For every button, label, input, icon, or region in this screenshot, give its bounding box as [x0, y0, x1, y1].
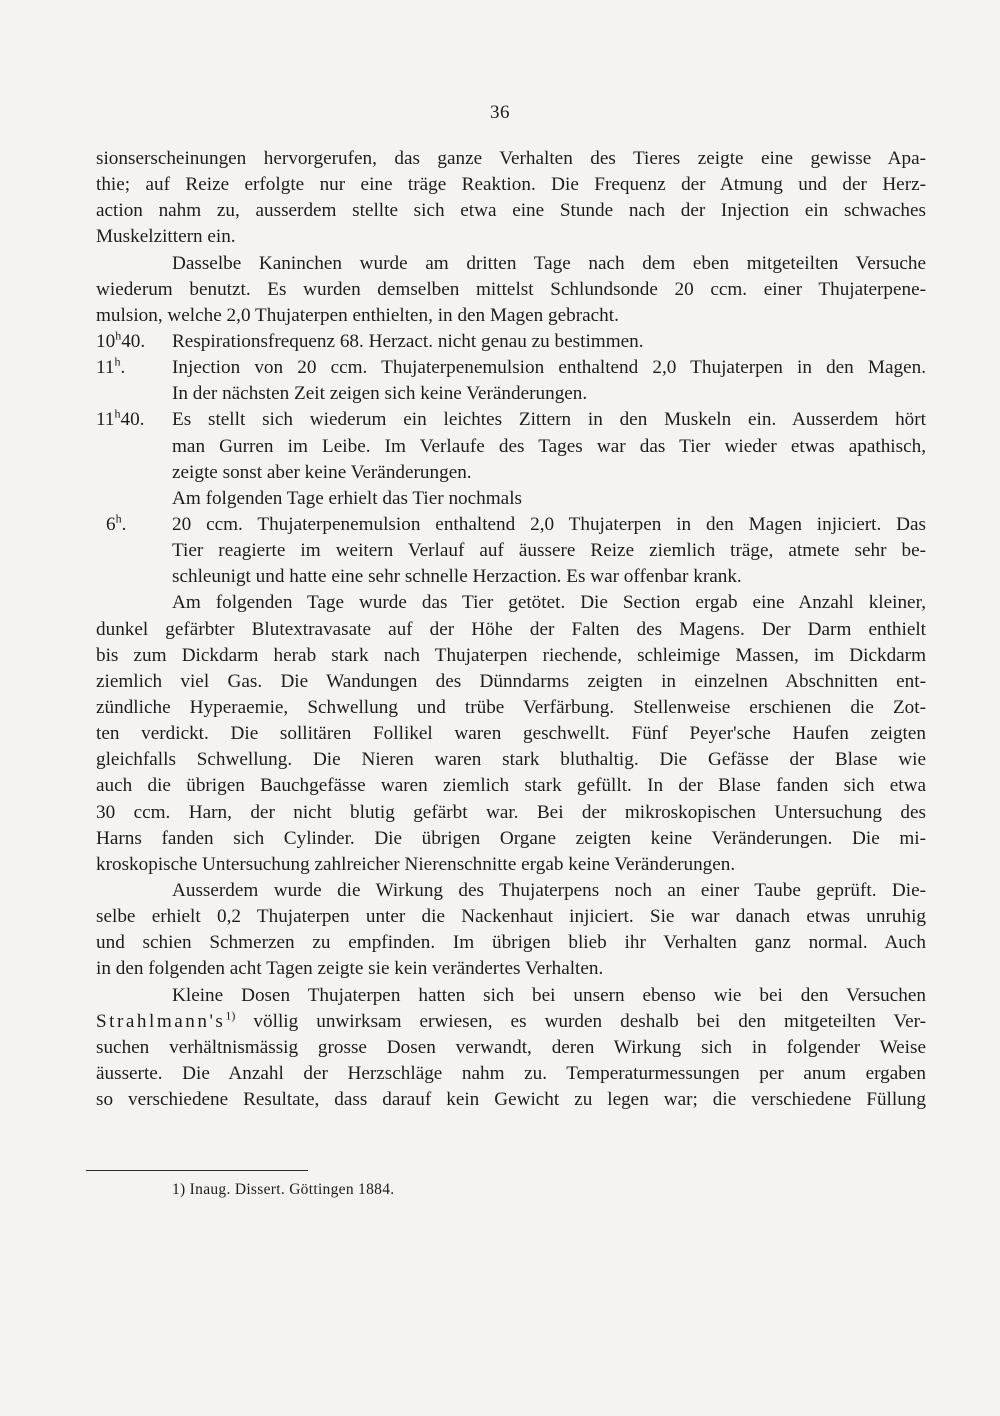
text-line: gleichfalls Schwellung. Die Nieren waren stark bluthaltig. Die Gefässe der Blase wie	[96, 749, 926, 771]
entry-time: 6$^h$.	[106, 511, 127, 535]
text-line: Ausserdem wurde die Wirkung des Thujaterpens noch an einer Taube geprüft. Die-	[172, 879, 926, 901]
text-line: Kleine Dosen Thujaterpen hatten sich bei unsern ebenso wie bei den Versuchen	[172, 984, 926, 1006]
text-line: suchen verhältnismässig grosse Dosen verwandt, deren Wirkung sich in folgender Weise	[96, 1036, 926, 1058]
text-line: Tier reagierte im weitern Verlauf auf äussere Reize ziemlich träge, atmete sehr be-	[172, 540, 926, 562]
text-line: Injection von 20 ccm. Thujaterpenemulsion enthaltend 2,0 Thujaterpen in den Magen.	[172, 357, 926, 379]
text-line: äusserte. Die Anzahl der Herzschläge nahm zu. Temperaturmessungen per anum ergaben	[96, 1062, 926, 1084]
text-line: Dasselbe Kaninchen wurde am dritten Tage nach dem eben mitgeteilten Versuche	[172, 252, 926, 274]
text-line: bis zum Dickdarm herab stark nach Thujaterpen riechende, schleimige Massen, im Dickdarm	[96, 644, 926, 666]
protocol-entry	[96, 407, 926, 512]
text-line: Respirationsfrequenz 68. Herzact. nicht genau zu bestimmen.	[172, 330, 644, 352]
text-line: ziemlich viel Gas. Die Wandungen des Dünndarms zeigten in einzelnen Abschnitten ent-	[96, 670, 926, 692]
text-line: mulsion, welche 2,0 Thujaterpen enthielten, in den Magen gebracht.	[96, 304, 619, 326]
footnote-marker: 1)	[225, 1008, 236, 1023]
text-line: zündliche Hyperaemie, Schwellung und trübe Verfärbung. Stellenweise erschienen die Zot-	[96, 696, 926, 718]
author-name: Strahlmann's	[96, 1010, 226, 1032]
protocol-entry	[96, 512, 926, 590]
text-line: ten verdickt. Die sollitären Follikel waren geschwellt. Fünf Peyer'sche Haufen zeigten	[96, 723, 926, 745]
page-number: 36	[490, 102, 510, 123]
text-line: Harns fanden sich Cylinder. Die übrigen Organe zeigten keine Veränderungen. Die mi-	[96, 827, 926, 849]
entry-time: 11$^h$.	[96, 354, 126, 379]
text-line: so verschiedene Resultate, dass darauf kein Gewicht zu legen war; die verschiedene Füllung	[96, 1089, 926, 1111]
text-line: 30 ccm. Harn, der nicht blutig gefärbt war. Bei der mikroskopischen Untersuchung des	[96, 801, 926, 823]
text-line: selbe erhielt 0,2 Thujaterpen unter die Nackenhaut injiciert. Sie war danach etwas unruhig	[96, 906, 926, 928]
text-line: man Gurren im Leibe. Im Verlaufe des Tages war das Tier wieder etwas apathisch,	[172, 435, 926, 457]
footnote: 1) Inaug. Dissert. Göttingen 1884.	[172, 1181, 395, 1198]
text-fragment: völlig unwirksam erwiesen, es wurden deshalb bei den mitgeteilten Ver-	[235, 1010, 926, 1032]
text-line: kroskopische Untersuchung zahlreicher Nierenschnitte ergab keine Veränderungen.	[96, 853, 736, 875]
body-text	[96, 146, 926, 1113]
text-line: Am folgenden Tage erhielt das Tier nochmals	[172, 487, 523, 509]
text-line: Es stellt sich wiederum ein leichtes Zittern in den Muskeln ein. Ausserdem hört	[172, 409, 926, 431]
text-line: in den folgenden acht Tagen zeigte sie kein verändertes Verhalten.	[96, 958, 604, 980]
text-line: Am folgenden Tage wurde das Tier getötet. Die Section ergab eine Anzahl kleiner,	[172, 592, 926, 614]
text-line: auch die übrigen Bauchgefässe waren ziemlich stark gefüllt. In der Blase fanden sich etwa	[96, 775, 926, 797]
text-line: action nahm zu, ausserdem stellte sich etwa eine Stunde nach der Injection ein schwaches	[96, 200, 926, 222]
text-line: In der nächsten Zeit zeigen sich keine Veränderungen.	[172, 383, 588, 405]
text-line: Muskelzittern ein.	[96, 226, 236, 248]
text-line: thie; auf Reize erfolgte nur eine träge Reaktion. Die Frequenz der Atmung und der Herz-	[96, 174, 926, 196]
text-line: zeigte sonst aber keine Veränderungen.	[172, 461, 472, 483]
text-line: dunkel gefärbter Blutextravasate auf der Höhe der Falten des Magens. Der Darm enthielt	[96, 618, 926, 640]
text-line: schleunigt und hatte eine sehr schnelle Herzaction. Es war offenbar krank.	[172, 566, 742, 588]
footnote-rule	[86, 1170, 308, 1171]
entry-time: 11$^h$40.	[96, 407, 145, 431]
entry-time: 10$^h$40.	[96, 328, 146, 352]
text-line: und schien Schmerzen zu empfinden. Im übrigen blieb ihr Verhalten ganz normal. Auch	[96, 932, 926, 954]
text-line-with-citation	[96, 1009, 926, 1035]
text-line: 20 ccm. Thujaterpenemulsion enthaltend 2,0 Thujaterpen in den Magen injiciert. Das	[172, 513, 926, 535]
text-line: sionserscheinungen hervorgerufen, das ganze Verhalten des Tieres zeigte eine gewisse Apa-	[96, 148, 926, 169]
protocol-entry	[96, 329, 926, 355]
text-line: wiederum benutzt. Es wurden demselben mittelst Schlundsonde 20 ccm. einer Thujaterpene-	[96, 278, 926, 300]
protocol-entry	[96, 355, 926, 407]
